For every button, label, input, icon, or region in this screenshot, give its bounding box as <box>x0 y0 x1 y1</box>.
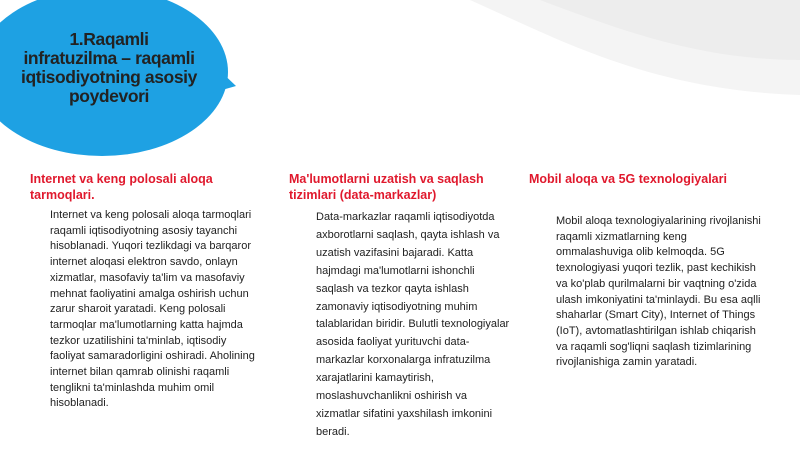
slide-title: 1.Raqamli infratuzilma – raqamli iqtisodiyotning asosiy poydevori <box>21 29 197 106</box>
column-heading: Ma'lumotlarni uzatish va saqlash tizimlari (data-markazlar) <box>289 172 484 202</box>
column-heading: Mobil aloqa va 5G texnologiyalari <box>529 172 727 186</box>
column-body: Internet va keng polosali aloqa tarmoqlari raqamli iqtisodiyotning asosiy tayanchi hisoblanadi. Yuqori tezlikdagi va barqaror internet aloqasi elektron savdo, onlayn xizmatlar, masofaviy ta'lim va masofaviy mehnat faoliyatini amalga oshirish uchun zarur sharoit yaratadi. Keng polosali tarmoqlar ma'lumotlarning katta hajmda tezkor uzatilishini ta'minlab, iqtisodiy faoliyat samaradorligini oshiradi. Aholining internet bilan qamrab olinishi raqamli tenglikni ta'minlashda muhim omil hisoblanadi. <box>50 209 255 410</box>
column-internet <box>30 171 260 410</box>
column-data-centers <box>289 171 519 438</box>
column-body: Mobil aloqa texnologiyalarining rivojlanishi raqamli xizmatlarning keng ommalashuviga olib kelmoqda. 5G texnologiyasi yuqori tezlik, past kechikish va ko'plab qurilmalarni bir vaqtning o'zida ulash imkoniyatini ta'minlaydi. Bu esa aqlli shaharlar (Smart City), Internet of Things (IoT), avtomatlashtirilgan ishlab chiqarish va raqamli sog'liqni saqlash tizimlarining rivojlanishiga zamin yaratadi. <box>556 215 761 369</box>
column-heading: Internet va keng polosali aloqa tarmoqlari. <box>30 172 213 202</box>
column-mobile-5g <box>529 171 761 369</box>
column-body: Data-markazlar raqamli iqtisodiyotda axborotlarni saqlash, qayta ishlash va uzatish vazifasini bajaradi. Katta hajmdagi ma'lumotlarni ishonchli saqlash va tezkor qayta ishlash zamonaviy iqtisodiyotning muhim talablaridan biridir. Bulutli texnologiyalar asosida faoliyat yurituvchi data-markazlar korxonalarga infratuzilma xarajatlarini kamaytirish, moslashuvchanlikni oshirish va xizmatlar sifatini yaxshilash imkonini beradi. <box>316 211 510 438</box>
